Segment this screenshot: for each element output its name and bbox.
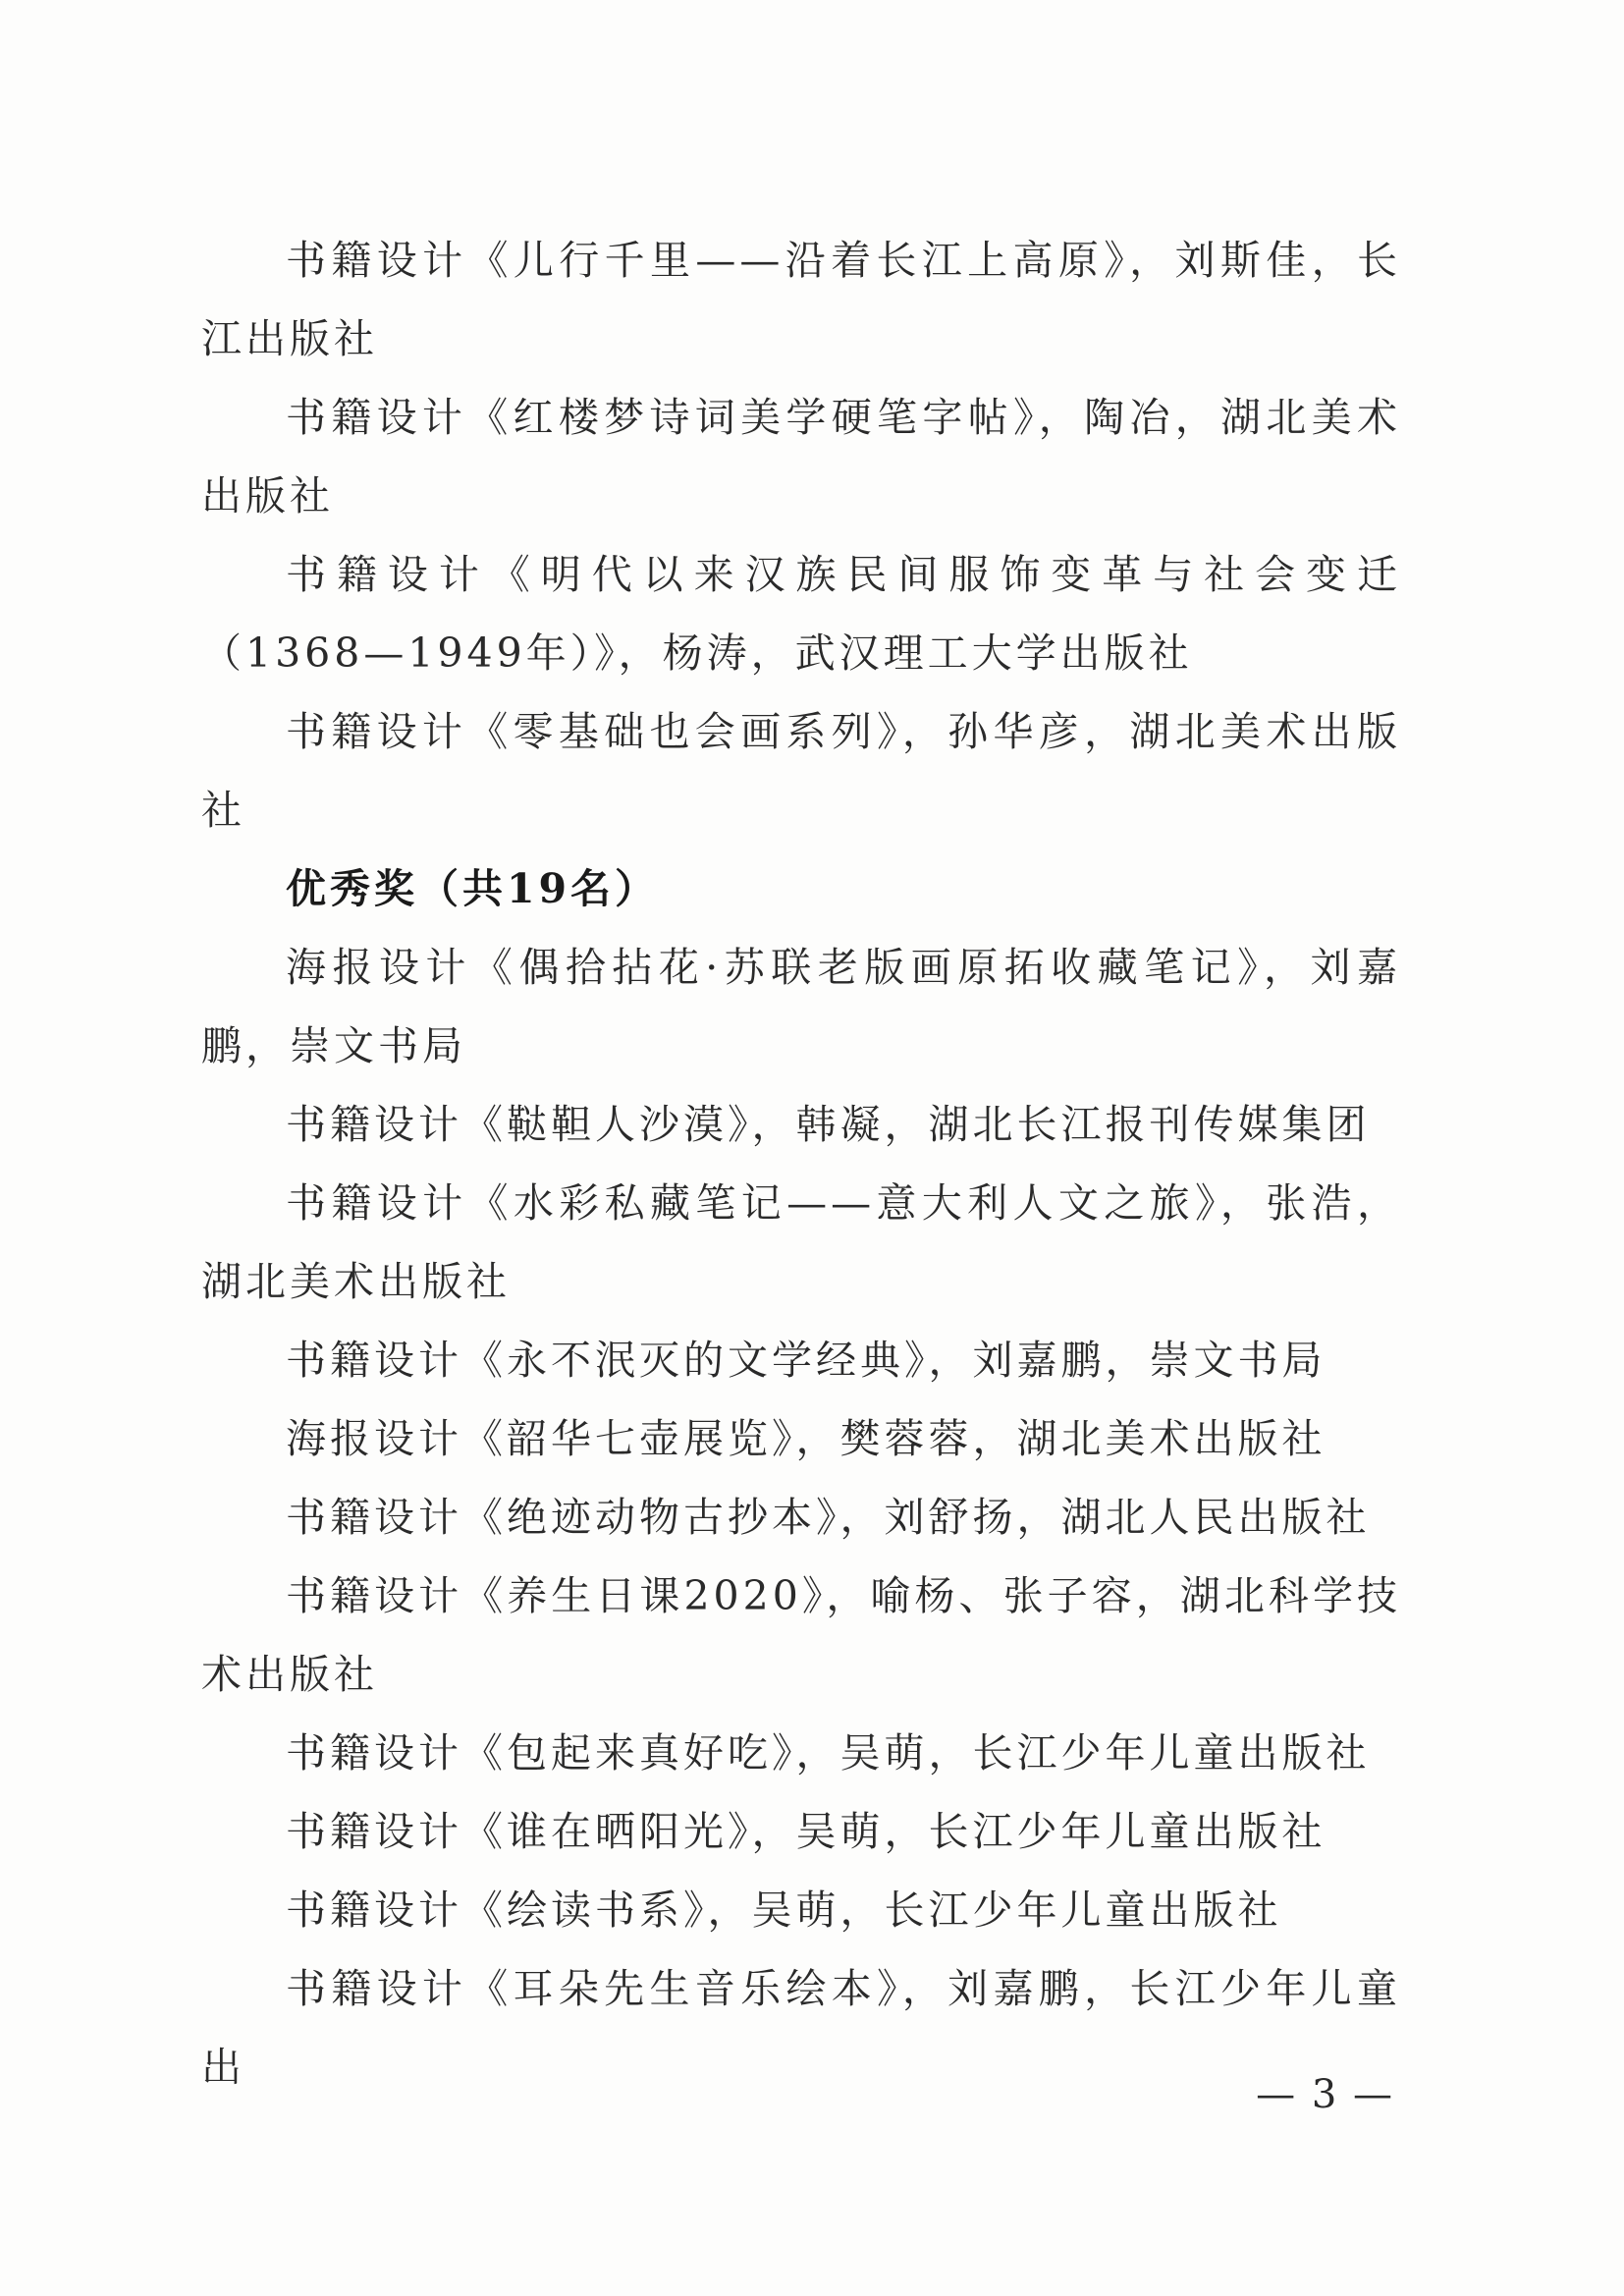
award-entry: 书籍设计《儿行千里——沿着长江上高原》，刘斯佳，长江出版社 <box>201 237 1401 362</box>
award-entry: 书籍设计《鞑靼人沙漠》，韩凝，湖北长江报刊传媒集团 <box>286 1101 1371 1148</box>
award-entry: 书籍设计《水彩私藏笔记——意大利人文之旅》，张浩，湖北美术出版社 <box>201 1179 1401 1305</box>
award-entry: 书籍设计《包起来真好吃》，吴萌，长江少年儿童出版社 <box>286 1729 1371 1777</box>
section-heading: 优秀奖（共19名） <box>286 865 660 912</box>
award-entry: 海报设计《韶华七壶展览》，樊蓉蓉，湖北美术出版社 <box>286 1415 1326 1462</box>
award-entry: 海报设计《偶拾拈花·苏联老版画原拓收藏笔记》，刘嘉鹏，崇文书局 <box>201 944 1401 1069</box>
award-entry: 书籍设计《明代以来汉族民间服饰变革与社会变迁（1368—1949年）》，杨涛，武汉理工大学出版社 <box>201 551 1401 677</box>
award-entry: 书籍设计《永不泯灭的文学经典》，刘嘉鹏，崇文书局 <box>286 1337 1326 1384</box>
page-number: — 3 — <box>1256 2072 1394 2117</box>
award-entry: 书籍设计《绝迹动物古抄本》，刘舒扬，湖北人民出版社 <box>286 1494 1371 1541</box>
document-body <box>201 221 1401 2106</box>
award-entry: 书籍设计《耳朵先生音乐绘本》，刘嘉鹏，长江少年儿童出 <box>201 1965 1401 2091</box>
award-entry: 书籍设计《养生日课2020》，喻杨、张子容，湖北科学技术出版社 <box>201 1572 1401 1698</box>
award-entry: 书籍设计《零基础也会画系列》，孙华彦，湖北美术出版社 <box>201 708 1401 834</box>
award-entry: 书籍设计《谁在晒阳光》，吴萌，长江少年儿童出版社 <box>286 1808 1326 1855</box>
award-entry: 书籍设计《绘读书系》，吴萌，长江少年儿童出版社 <box>286 1886 1282 1934</box>
award-entry: 书籍设计《红楼梦诗词美学硬笔字帖》，陶冶，湖北美术出版社 <box>201 394 1401 519</box>
